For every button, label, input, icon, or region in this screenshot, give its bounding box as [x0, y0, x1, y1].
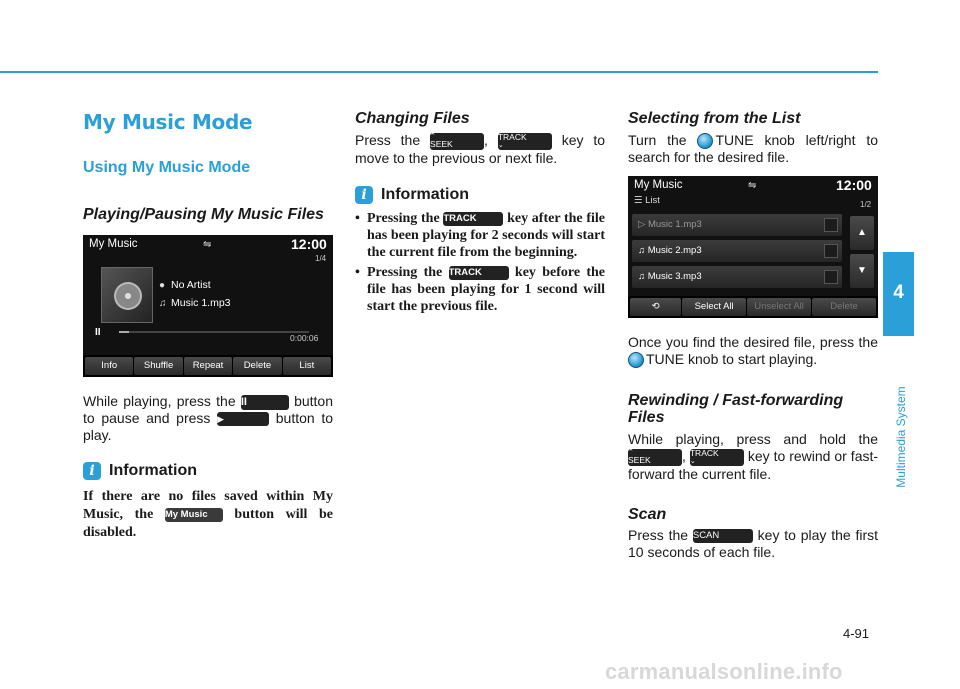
- track-key: TRACK: [443, 212, 503, 226]
- scan-text-2: key to play the first 10 seconds of each file.: [628, 527, 879, 560]
- delete-softkey[interactable]: Delete: [233, 357, 281, 375]
- chapter-label: Multimedia System: [894, 386, 908, 488]
- track-name: Music 1.mp3: [171, 297, 231, 309]
- info-title: Information: [109, 462, 197, 479]
- rewind-comma: ,: [682, 448, 686, 464]
- screen-title: My Music: [89, 238, 138, 250]
- track-key: TRACK: [449, 266, 509, 280]
- checkbox[interactable]: [824, 270, 838, 284]
- delete-softkey[interactable]: Delete: [812, 298, 876, 316]
- back-button[interactable]: [630, 298, 681, 316]
- info-text-2: button will be disabled.: [83, 507, 333, 540]
- change-comma: ,: [484, 132, 488, 148]
- play-icon: ▷: [638, 219, 648, 230]
- info-bullets: [355, 210, 605, 318]
- rewind-heading: Rewinding / Fast-forwarding Files: [628, 392, 844, 426]
- list-item-label: Music 1.mp3: [647, 219, 702, 230]
- chapter-number: 4: [893, 282, 904, 303]
- top-rule: [0, 71, 878, 73]
- change-text-2: key to move to the previous or next file.: [355, 132, 606, 166]
- list-item-label: Music 3.mp3: [647, 271, 702, 282]
- artist-line: [159, 279, 211, 291]
- section-title: My Music Mode: [83, 110, 253, 134]
- play-button-key: ▶: [217, 412, 269, 426]
- usb-icon: ⇋: [748, 180, 757, 191]
- scroll-up-button[interactable]: [850, 216, 874, 250]
- scan-key: SCAN: [693, 529, 753, 543]
- track-key: TRACK ⌄: [690, 449, 744, 466]
- subsection-title: Using My Music Mode: [83, 159, 251, 176]
- track-key-label: TRACK: [689, 447, 719, 458]
- my-music-key: My Music: [165, 508, 223, 522]
- list-header: [634, 195, 660, 206]
- info-paragraph: [83, 488, 333, 542]
- track-line: [159, 297, 231, 309]
- progress-bar[interactable]: [119, 331, 309, 333]
- person-icon: ●: [159, 280, 166, 291]
- list-screen: [628, 176, 878, 318]
- list-label: List: [645, 195, 660, 206]
- pause-icon[interactable]: II: [95, 327, 101, 338]
- tune-knob-icon: [628, 352, 644, 368]
- found-text-1: Once you find the desired file, press the: [628, 334, 878, 350]
- scan-heading: Scan: [628, 506, 667, 523]
- back-arrow-icon: ⟲: [651, 301, 660, 312]
- pause-text-1: While playing, press the: [83, 393, 236, 409]
- scan-paragraph: [628, 527, 878, 561]
- info-bullet-1: [355, 210, 605, 261]
- scroll-down-button[interactable]: [850, 254, 874, 288]
- checkbox[interactable]: [824, 244, 838, 258]
- album-art: [101, 267, 153, 323]
- track-key: TRACK ⌄: [498, 133, 552, 150]
- info-bullet-2: [355, 264, 605, 315]
- select-text-1: Turn the: [628, 132, 687, 148]
- bullet-1-pre: Pressing the: [367, 211, 440, 226]
- shuffle-softkey[interactable]: Shuffle: [134, 357, 182, 375]
- pause-text-3: button to play.: [83, 410, 334, 443]
- changing-files-heading: Changing Files: [355, 110, 470, 127]
- my-music-screen: [83, 235, 333, 377]
- list-icon: ☰: [634, 195, 646, 206]
- found-text-2: TUNE knob to start playing.: [646, 351, 818, 367]
- list-item[interactable]: [632, 266, 842, 288]
- seek-key: ⌃ SEEK: [430, 133, 484, 150]
- pause-button-key: II: [241, 395, 289, 410]
- info-icon: i: [355, 186, 373, 204]
- down-arrow-icon: ▼: [857, 265, 867, 276]
- rewind-text-1: While playing, press and hold the: [628, 431, 878, 447]
- unselect-all-softkey[interactable]: Unselect All: [747, 298, 811, 316]
- info-header-2: [355, 186, 469, 204]
- track-count: 1/4: [315, 254, 327, 263]
- seek-key-label: SEEK: [628, 454, 651, 465]
- page-count: 1/2: [860, 200, 872, 209]
- bullet-1-post: key after the file has been playing for 2 seconds will start the current file from the beginning.: [367, 211, 605, 260]
- list-softkey[interactable]: List: [283, 357, 331, 375]
- pause-text-2: button to pause and press: [83, 393, 333, 426]
- watermark: carmanualsonline.info: [605, 659, 843, 684]
- usb-icon: ⇋: [203, 239, 212, 250]
- repeat-softkey[interactable]: Repeat: [184, 357, 232, 375]
- page-number: 4-91: [843, 626, 870, 641]
- select-all-softkey[interactable]: Select All: [682, 298, 746, 316]
- rewind-text-2: key to rewind or fast-forward the current file.: [628, 448, 879, 482]
- scan-text-1: Press the: [628, 527, 689, 543]
- screen-title: My Music: [634, 179, 683, 191]
- screen-clock: 12:00: [291, 236, 327, 252]
- music-note-icon: ♫: [638, 245, 648, 256]
- softkey-bar: [83, 355, 333, 377]
- tune-knob-icon: [697, 133, 713, 149]
- music-note-icon: ♫: [159, 298, 167, 309]
- list-item[interactable]: [632, 240, 842, 262]
- up-arrow-icon: ▲: [857, 227, 867, 238]
- info-title-2: Information: [381, 186, 469, 203]
- list-item-label: Music 2.mp3: [647, 245, 702, 256]
- select-list-paragraph: [628, 132, 878, 166]
- bullet-2-post: key before the file has been playing for 1 second will start the previous file.: [367, 265, 606, 314]
- info-header: [83, 462, 197, 480]
- select-list-heading: Selecting from the List: [628, 110, 801, 127]
- seek-key: ⌃ SEEK: [628, 449, 682, 466]
- info-text-1: If there are no files saved within My Music, the: [83, 489, 333, 522]
- playing-heading: Playing/Pausing My Music Files: [83, 206, 324, 223]
- list-item[interactable]: [632, 214, 842, 236]
- disc-icon: [114, 282, 142, 310]
- music-note-icon: ♫: [638, 271, 648, 282]
- seek-key-label: SEEK: [430, 138, 453, 149]
- change-text-1: Press the: [355, 132, 421, 148]
- pause-play-paragraph: [83, 393, 333, 444]
- checkbox[interactable]: [824, 218, 838, 232]
- softkey-bar: [628, 296, 878, 318]
- info-icon: i: [83, 462, 101, 480]
- start-playing-paragraph: [628, 334, 878, 368]
- changing-files-paragraph: [355, 132, 605, 167]
- select-text-2: TUNE knob left/right to search for the desired file.: [628, 132, 878, 166]
- screen-clock: 12:00: [836, 177, 872, 193]
- rewind-paragraph: [628, 431, 878, 483]
- elapsed-time: 0:00:06: [290, 333, 319, 343]
- info-softkey[interactable]: Info: [85, 357, 133, 375]
- progress-fill: [119, 331, 129, 333]
- track-key-label: TRACK: [497, 131, 527, 142]
- bullet-2-pre: Pressing the: [367, 265, 443, 280]
- artist-name: No Artist: [171, 279, 211, 291]
